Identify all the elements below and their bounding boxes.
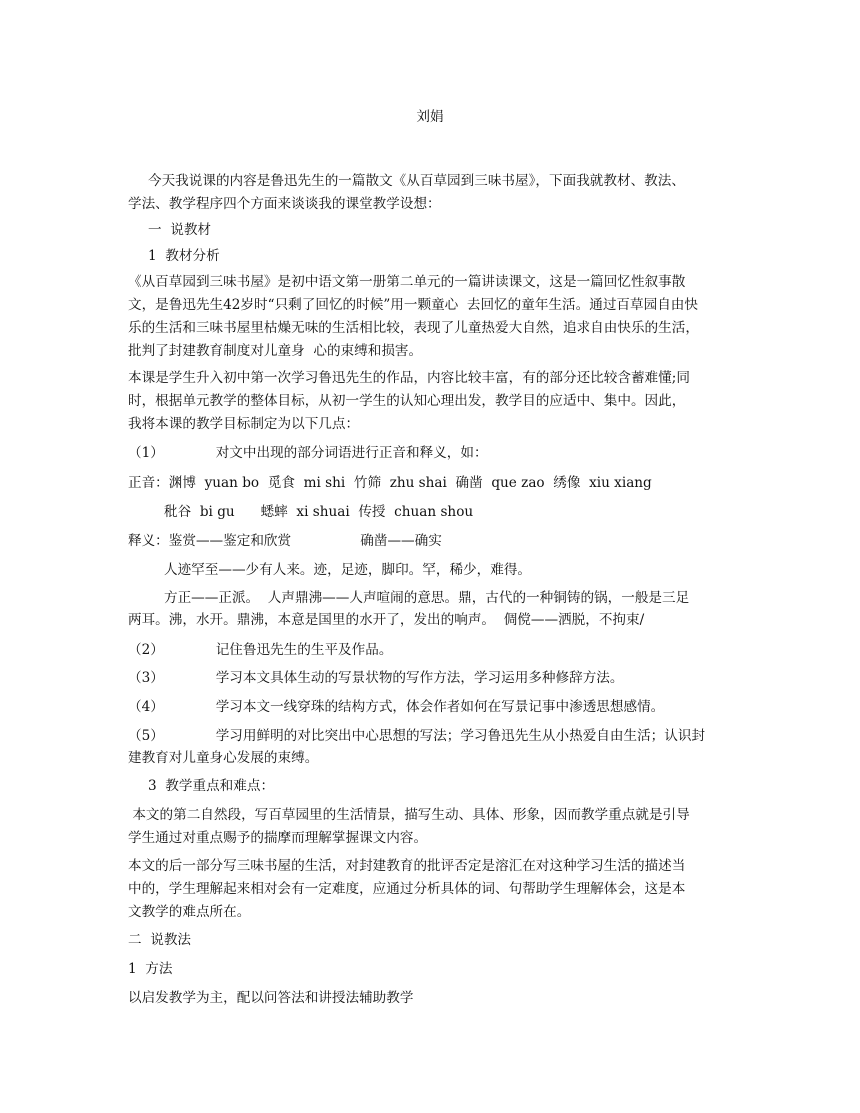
difficulty-line-2: 中的，学生理解起来相对会有一定难度，应通过分析具体的词、句帮助学生理解体会，这是本	[128, 881, 686, 897]
analysis-para2-line-2: 时，根据单元教学的整体目标，从初一学生的认知心理出发，教学目的应适中、集中。因此，	[128, 393, 686, 409]
analysis-para1-line-2: 文，是鲁迅先生42岁时“只剩了回忆的时候”用一颗童心 去回忆的童年生活。通过百草园自由快	[128, 297, 698, 313]
teaching-goal-4: （4） 学习本文一线穿珠的结构方式，体会作者如何在写景记事中渗透思想感情。	[128, 699, 665, 715]
key-point-line-1: 本文的第二自然段，写百草园里的生活情景，描写生动、具体、形象，因而教学重点就是引导	[128, 807, 690, 823]
intro-line-2: 学法、教学程序四个方面来谈谈我的课堂教学设想：	[128, 196, 441, 212]
method-text: 以启发教学为主，配以问答法和讲授法辅助教学	[128, 990, 414, 1006]
teaching-goal-3: （3） 学习本文具体生动的写景状物的写作方法，学习运用多种修辞方法。	[128, 670, 624, 686]
meaning-line-4: 两耳。沸，水开。鼎沸，本意是国里的水开了，发出的响声。 倜傥——洒脱，不拘束/	[128, 612, 645, 628]
subsection-heading-material-analysis: 1 教材分析	[148, 248, 220, 264]
method-heading: 1 方法	[128, 961, 173, 977]
teaching-goal-2: （2） 记住鲁迅先生的生平及作品。	[128, 642, 393, 658]
meaning-line-2: 人迹罕至——少有人来。迹，足迹，脚印。罕，稀少，难得。	[164, 562, 532, 578]
intro-line-1: 今天我说课的内容是鲁迅先生的一篇散文《从百草园到三味书屋》，下面我就教材、教法、	[148, 173, 685, 189]
section-heading-teaching-method: 二 说教法	[128, 932, 192, 948]
analysis-para1-line-4: 批判了封建教育制度对儿童身 心的束缚和损害。	[128, 343, 423, 359]
meaning-line-3: 方正——正派。 人声鼎沸——人声喧闹的意思。鼎，古代的一种铜铸的锅，一般是三足	[164, 590, 690, 606]
teaching-goal-5-line-2: 建教育对儿童身心发展的束缚。	[128, 750, 319, 766]
author-name: 刘娟	[416, 109, 444, 125]
meaning-line-1: 释义：鉴赏——鉴定和欣赏 确凿——确实	[128, 533, 442, 549]
analysis-para2-line-1: 本课是学生升入初中第一次学习鲁迅先生的作品，内容比较丰富，有的部分还比较含蓄难懂;同	[128, 370, 690, 386]
analysis-para1-line-1: 《从百草园到三味书屋》是初中语文第一册第二单元的一篇讲读课文，这是一篇回忆性叙事散	[128, 274, 686, 290]
key-point-line-2: 学生通过对重点赐予的揣摩而理解掌握课文内容。	[128, 830, 428, 846]
teaching-goal-1: （1） 对文中出现的部分词语进行正音和释义，如：	[128, 445, 488, 461]
pronunciation-line-1: 正音：渊博 yuan bo 觅食 mi shi 竹筛 zhu shai 确凿 que zao 绣像 xiu xiang	[128, 475, 652, 491]
section-heading-teaching-material: 一 说教材	[148, 222, 212, 238]
difficulty-line-3: 文教学的难点所在。	[128, 904, 251, 920]
analysis-para2-line-3: 我将本课的教学目标制定为以下几点：	[128, 416, 360, 432]
teaching-goal-5-line-1: （5） 学习用鲜明的对比突出中心思想的写法；学习鲁迅先生从小热爱自由生活；认识封	[128, 728, 706, 744]
difficulty-line-1: 本文的后一部分写三味书屋的生活，对封建教育的批评否定是溶汇在对这种学习生活的描述当	[128, 858, 686, 874]
pronunciation-line-2: 秕谷 bi gu 蟋蟀 xi shuai 传授 chuan shou	[164, 504, 474, 520]
subsection-heading-key-points: 3 教学重点和难点：	[148, 778, 275, 794]
analysis-para1-line-3: 乐的生活和三味书屋里枯燥无味的生活相比较，表现了儿童热爱大自然，追求自由快乐的生活，	[128, 320, 699, 336]
